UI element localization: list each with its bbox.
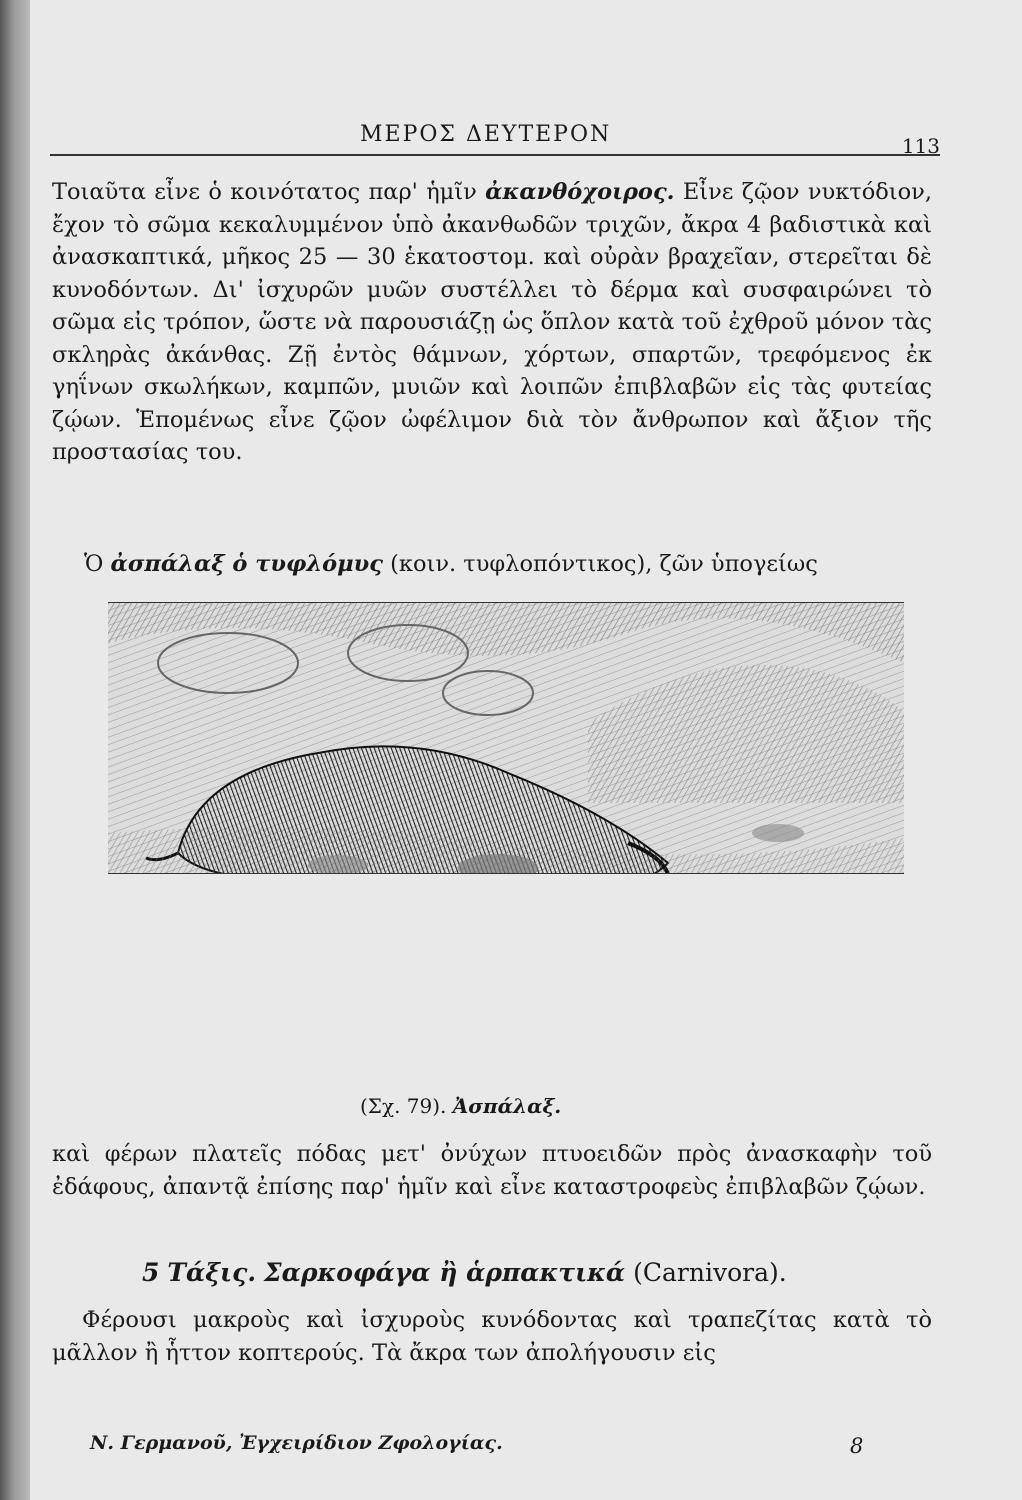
species-name: ἀσπάλαξ ὁ τυφλόμυς <box>110 551 383 577</box>
section-title: Σαρκοφάγα ἢ ἁρπακτικά <box>263 1258 626 1287</box>
figure-caption <box>360 1094 561 1118</box>
running-head: ΜΕΡΟΣ ΔΕΥΤΕΡΟΝ <box>360 122 612 147</box>
paragraph-body: καὶ φέρων πλατεῖς πόδας μετ' ὀνύχων πτυοειδῶν πρὸς ἀνασκαφὴν τοῦ ἐδάφους, ἀπαντᾷ ἐπίσης παρ' ἡμῖν καὶ εἶνε καταστροφεὺς ἐπιβλαβῶν ζῴων. <box>52 1141 932 1200</box>
page-header <box>50 118 940 156</box>
book-reference: Ν. Γερμανοῦ, Ἐγχειρίδιον Ζφολογίας. <box>90 1432 503 1454</box>
paragraph-carnivora <box>52 1304 932 1369</box>
page-number: 113 <box>901 134 940 158</box>
section-number: 5 <box>142 1258 160 1287</box>
paragraph-lead: Ὁ <box>84 551 104 577</box>
mole-engraving <box>108 602 904 874</box>
species-name: ἀκανθόχοιρος. <box>485 179 675 205</box>
page-footer <box>90 1432 890 1458</box>
paragraph-hedgehog <box>52 176 932 469</box>
signature-mark: 8 <box>850 1434 864 1458</box>
paragraph-mole-intro <box>52 548 932 581</box>
figure-number: (Σχ. 79). <box>360 1094 447 1118</box>
paragraph-body: Εἶνε ζῷον νυκτόδιον, ἔχον τὸ σῶμα κεκαλυμμένον ὑπὸ ἀκανθωδῶν τριχῶν, ἄκρα 4 βαδιστικὰ καὶ ἀνασκαπτικά, μῆκος 25 — 30 ἑκατοστομ. καὶ οὐρὰν βραχεῖαν, στερεῖται δὲ κυνοδόντων. Δι' ἰσχυρῶν μυῶν συστέλλει τὸ δέρμα καὶ συσφαιρώνει τὸ σῶμα εἰς τρόπον, ὥστε νὰ παρουσιάζῃ ὡς ὅπλον κατὰ τοῦ ἐχθροῦ μόνον τὰς σκληρὰς ἀκάνθας. Ζῇ ἐντὸς θάμνων, χόρτων, σπαρτῶν, τρεφόμενος ἐκ γηΐνων σκωλήκων, καμπῶν, μυιῶν καὶ λοιπῶν ἐπιβλαβῶν εἰς τὰς φυτείας ζῴων. Ἑπομένως εἶνε ζῷον ὠφέλιμον διὰ τὸν ἄνθρωπον καὶ ἄξιον τῆς προστασίας του. <box>52 179 933 465</box>
paragraph-mole-body <box>52 1138 932 1203</box>
paragraph-body: Φέρουσι μακροὺς καὶ ἰσχυροὺς κυνόδοντας καὶ τραπεζίτας κατὰ τὸ μᾶλλον ἢ ἧττον κοπτερούς. Τὰ ἄκρα των ἀπολήγουσιν εἰς <box>52 1307 932 1366</box>
paragraph-body: (κοιν. τυφλοπόντικος), ζῶν ὑπογείως <box>390 551 818 577</box>
section-latin: (Carnivora). <box>633 1258 787 1287</box>
book-page <box>30 0 1022 1500</box>
paragraph-lead: Τοιαῦτα εἶνε ὁ κοινότατος παρ' ἡμῖν <box>52 179 477 205</box>
figure-label: Ἀσπάλαξ. <box>452 1094 562 1118</box>
section-label: Τάξις. <box>167 1258 257 1287</box>
section-heading <box>142 1258 787 1287</box>
